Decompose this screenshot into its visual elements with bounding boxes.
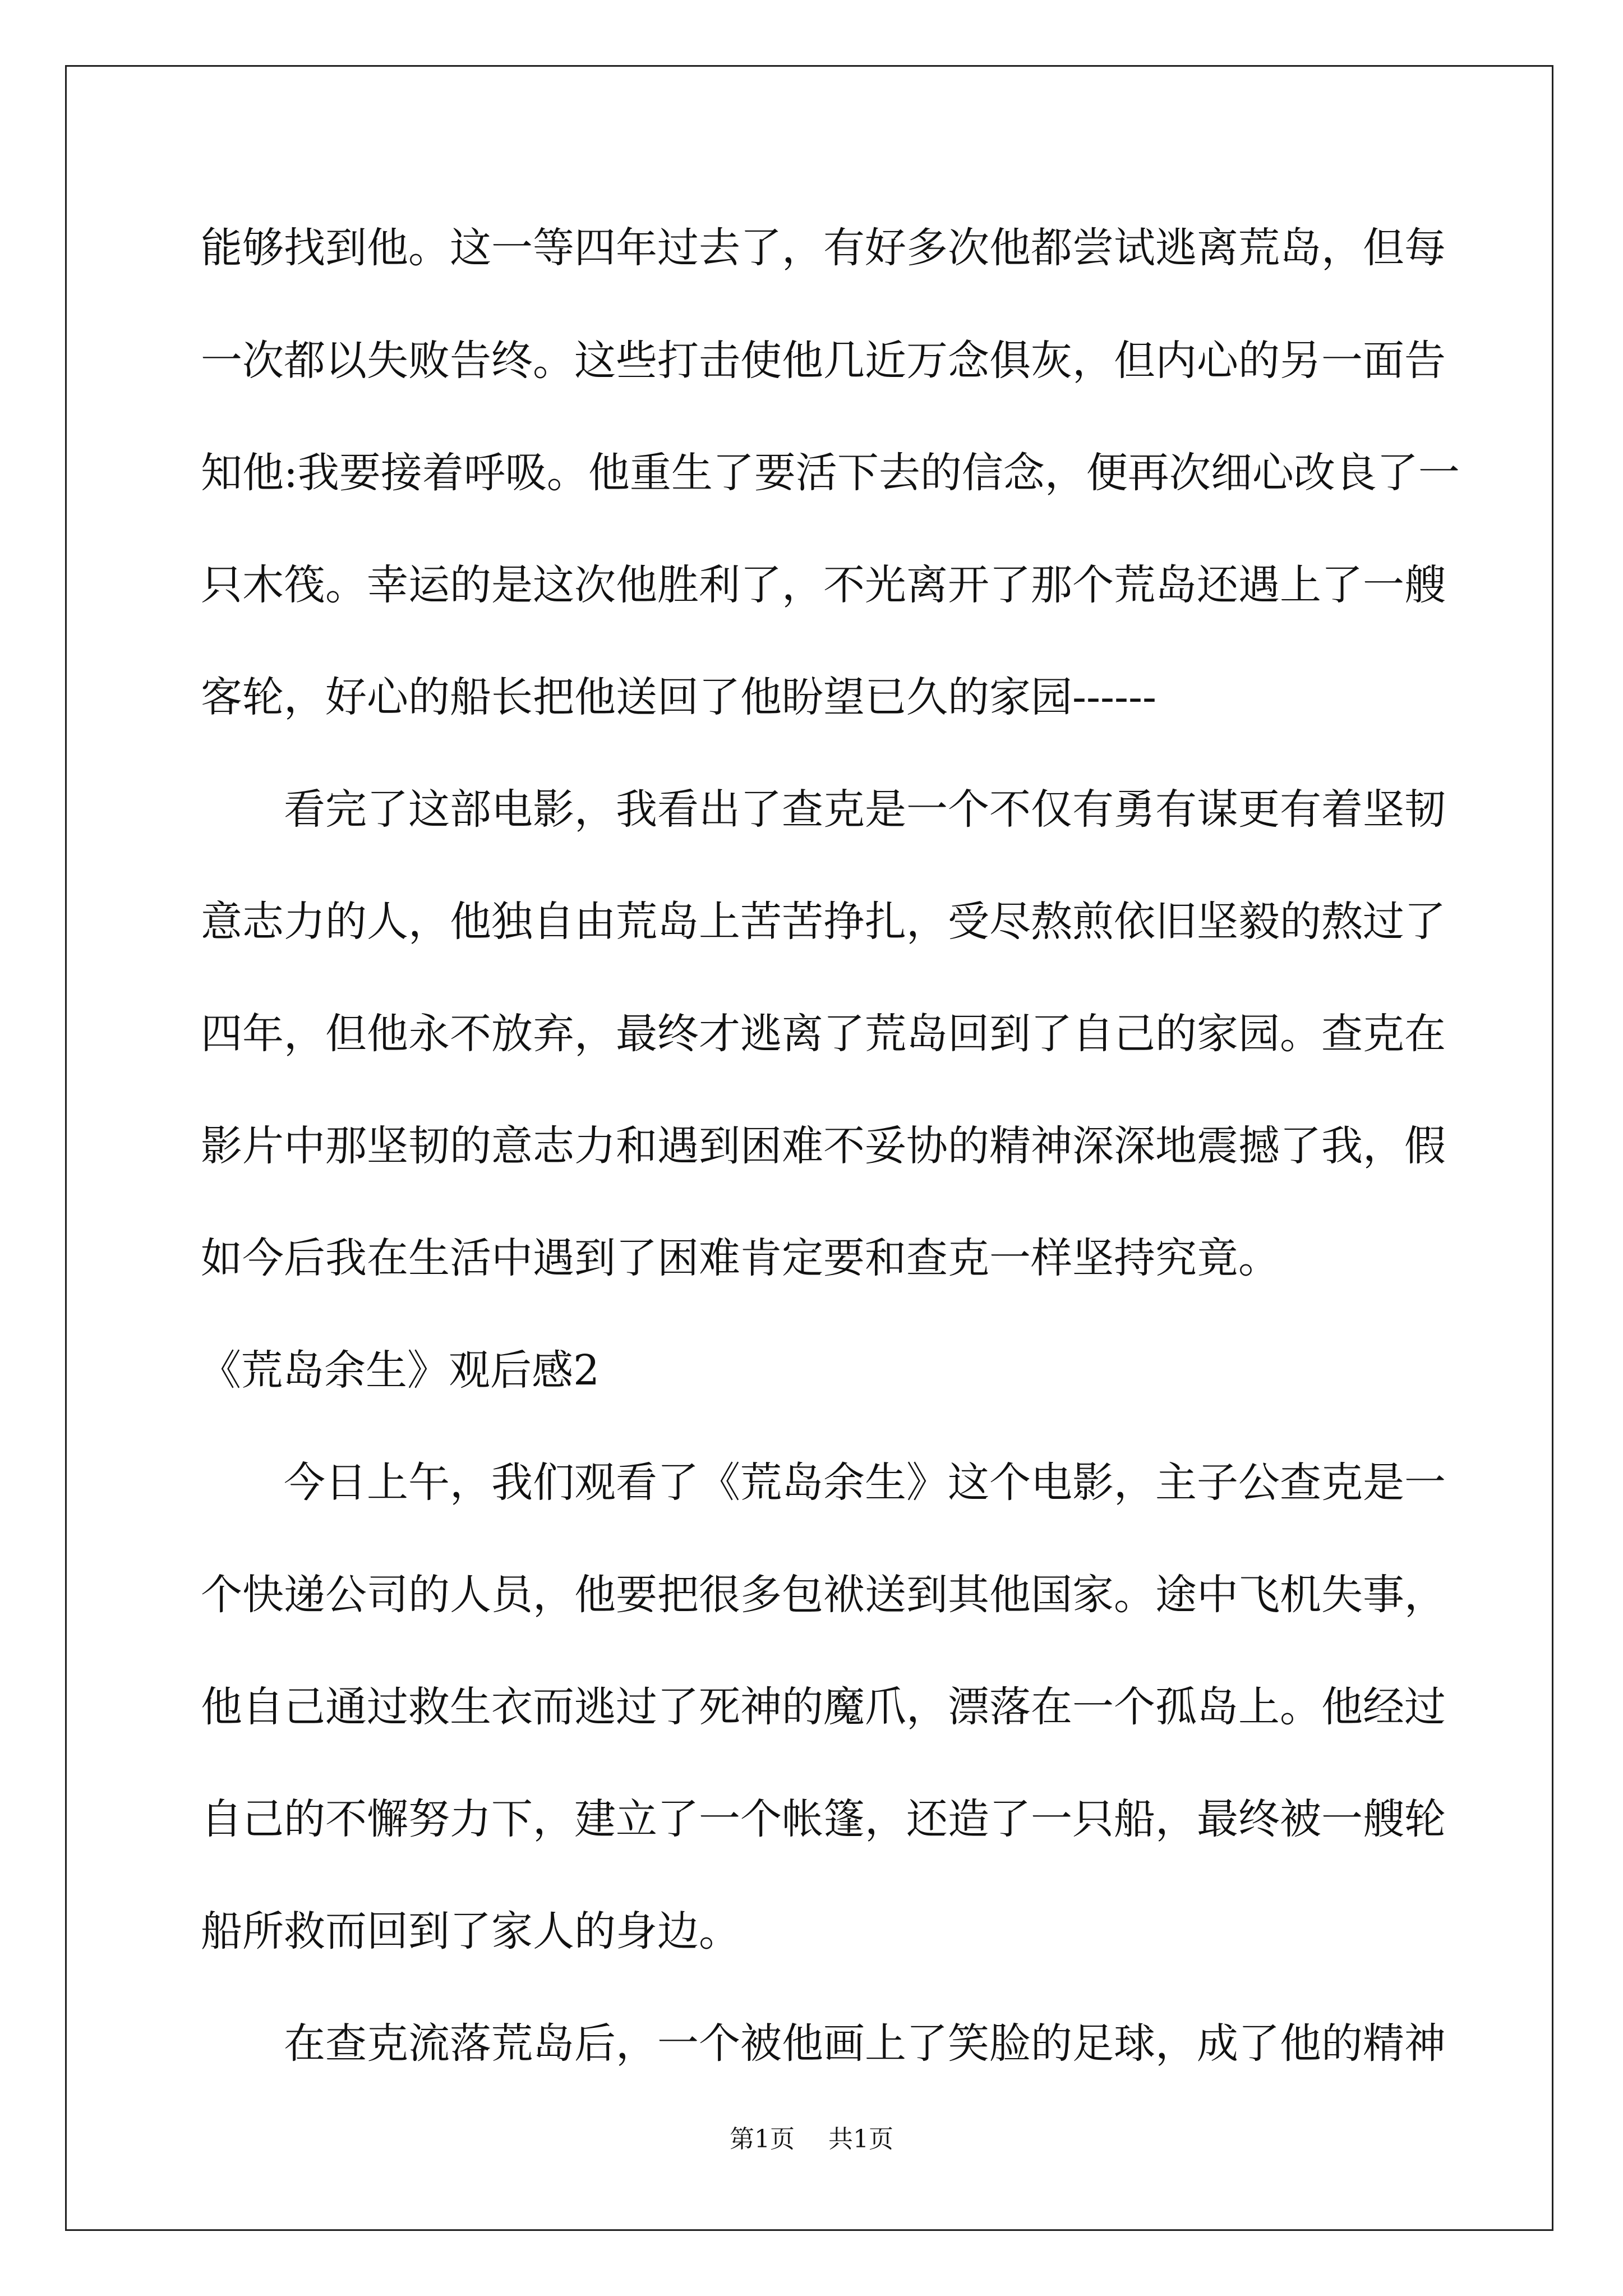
paragraph-first-line: 今日上午，我们观看了《荒岛余生》这个电影，主子公查克是一 xyxy=(284,1458,1446,1507)
page-footer xyxy=(0,2127,1623,2152)
text-line: 自己的不懈努力下，建立了一个帐篷，还造了一只船，最终被一艘轮 xyxy=(201,1795,1446,1843)
text-line: 影片中那坚韧的意志力和遇到困难不妥协的精神深深地震撼了我，假 xyxy=(201,1122,1446,1170)
text-line: 如今后我在生活中遇到了困难肯定要和查克一样坚持究竟。 xyxy=(201,1234,1280,1282)
page-total: 共1页 xyxy=(828,2125,893,2154)
text-line: 船所救而回到了家人的身边。 xyxy=(201,1907,740,1955)
text-line: 意志力的人，他独自由荒岛上苦苦挣扎，受尽熬煎依旧坚毅的熬过了 xyxy=(201,898,1446,946)
text-line: 个快递公司的人员，他要把很多包袱送到其他国家。途中飞机失事， xyxy=(201,1571,1446,1619)
paragraph-first-line: 看完了这部电影，我看出了查克是一个不仅有勇有谋更有着坚韧 xyxy=(284,785,1446,834)
text-line: 知他:我要接着呼吸。他重生了要活下去的信念，便再次细心改良了一 xyxy=(201,449,1460,497)
text-line: 他自己通过救生衣而逃过了死神的魔爪，漂落在一个孤岛上。他经过 xyxy=(201,1683,1446,1731)
text-line: 一次都以失败告终。这些打击使他几近万念俱灰，但内心的另一面告 xyxy=(201,337,1446,385)
page-number: 第1页 xyxy=(730,2125,795,2154)
text-line: 四年，但他永不放弃，最终才逃离了荒岛回到了自己的家园。查克在 xyxy=(201,1010,1446,1058)
text-line: 客轮，好心的船长把他送回了他盼望已久的家园------ xyxy=(201,673,1157,721)
text-line: 能够找到他。这一等四年过去了，有好多次他都尝试逃离荒岛，但每 xyxy=(201,224,1446,272)
text-line: 只木筏。幸运的是这次他胜利了，不光离开了那个荒岛还遇上了一艘 xyxy=(201,561,1446,609)
section-heading: 《荒岛余生》观后感2 xyxy=(200,1346,600,1395)
paragraph-first-line: 在查克流落荒岛后，一个被他画上了笑脸的足球，成了他的精神 xyxy=(284,2019,1446,2068)
